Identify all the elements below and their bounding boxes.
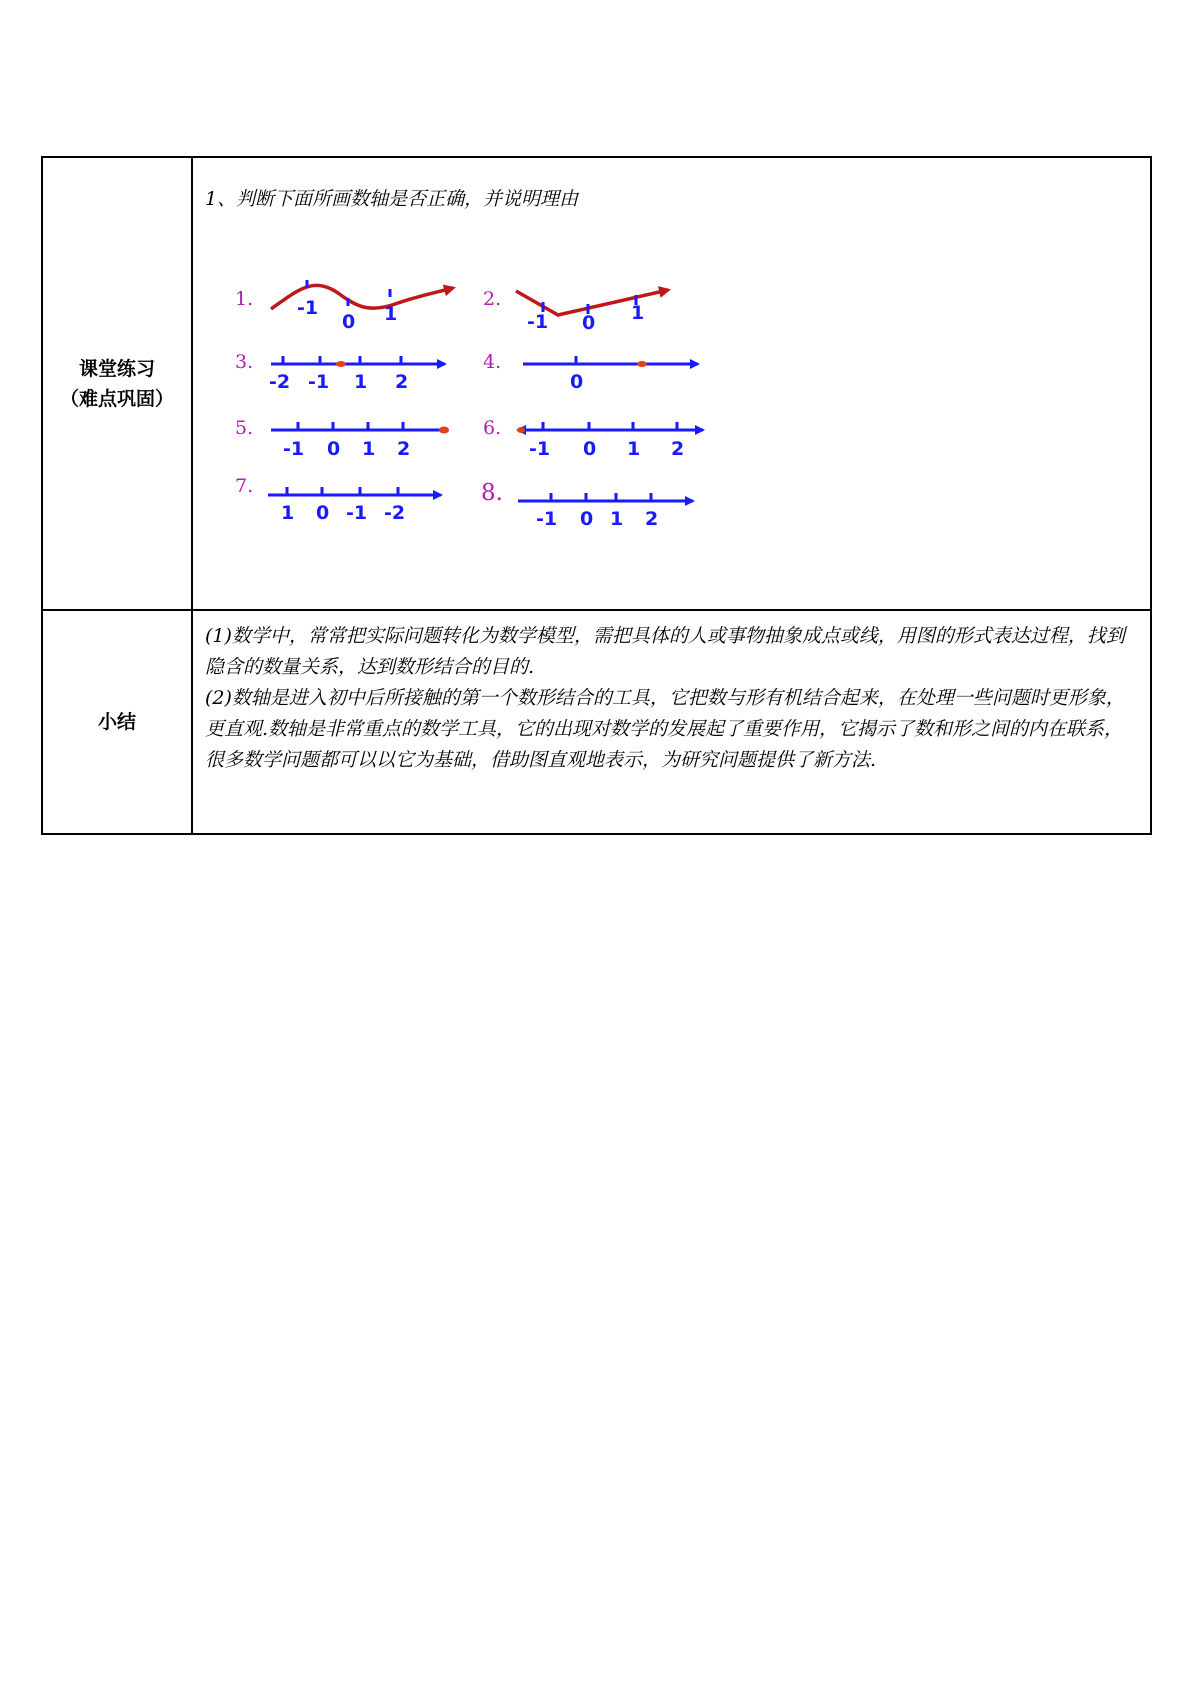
diagram-1-tick-label: 1	[384, 303, 398, 325]
diagram-2-label: 2.	[483, 288, 502, 310]
diagram-2-tick-label: 0	[582, 312, 596, 334]
diagram-7-tick-label: -2	[384, 502, 406, 524]
diagram-7-tick-label: 1	[281, 502, 295, 524]
summary-text	[193, 611, 1150, 776]
summary-paragraph-2: (2)数轴是进入初中后所接触的第一个数形结合的工具，它把数与形有机结合起来，在处理一些问题时更形象，更直观.数轴是非常重点的数学工具，它的出现对数学的发展起了重要作用，它揭示了数和形之间的内在联系，很多数学问题都可以以它为基础，借助图直观地表示，为研究问题提供了新方法.	[205, 687, 1125, 771]
summary-content-cell	[192, 610, 1151, 834]
axis-diagram-4	[483, 351, 698, 393]
practice-content-cell	[192, 157, 1151, 610]
question-title: 1、判断下面所画数轴是否正确，并说明理由	[205, 188, 579, 210]
diagram-8-tick-label: 0	[580, 508, 594, 530]
diagram-5-end-dot	[439, 427, 449, 434]
practice-label: 课堂练习	[78, 357, 155, 380]
diagram-6-tick-label: -1	[529, 438, 551, 460]
diagram-5-tick-label: 1	[362, 438, 376, 460]
axis-diagram-8	[481, 480, 693, 530]
practice-sublabel: （难点巩固）	[59, 387, 174, 410]
axis-diagram-5	[235, 417, 449, 460]
diagram-6-tick-label: 2	[671, 438, 685, 460]
summary-row	[42, 610, 1151, 834]
diagram-8-label: 8.	[481, 480, 503, 506]
diagram-5-tick-label: 2	[397, 438, 411, 460]
axis-diagram-3	[235, 351, 445, 393]
diagram-3-origin-dot	[336, 361, 346, 367]
axis-diagram-1	[235, 280, 453, 333]
diagram-6-label: 6.	[483, 417, 502, 439]
practice-label-cell	[42, 157, 192, 610]
diagram-1-tick-label: -1	[297, 297, 319, 319]
axis-diagram-6	[483, 417, 703, 460]
diagram-7-tick-label: -1	[346, 502, 368, 524]
summary-label-cell	[42, 610, 192, 834]
diagram-6-end-dot	[517, 427, 525, 433]
diagram-7-tick-label: 0	[316, 502, 330, 524]
diagram-3-tick-label: 1	[354, 371, 368, 393]
diagram-6-tick-label: 0	[583, 438, 597, 460]
lesson-table	[41, 156, 1152, 835]
summary-paragraph-1: (1)数学中，常常把实际问题转化为数学模型，需把具体的人或事物抽象成点或线，用图的形式表达过程，找到隐含的数量关系，达到数形结合的目的.	[205, 625, 1125, 678]
diagram-4-label: 4.	[483, 351, 502, 373]
diagram-1-tick-label: 0	[342, 311, 356, 333]
diagram-1-label: 1.	[235, 288, 254, 310]
diagram-2-tick-label: 1	[631, 302, 645, 324]
axis-diagram-7	[235, 475, 441, 524]
diagram-7-label: 7.	[235, 475, 254, 497]
practice-row	[42, 157, 1151, 610]
summary-label: 小结	[97, 711, 136, 733]
diagram-4-tick-label: 0	[570, 371, 584, 393]
diagram-8-tick-label: 1	[610, 508, 624, 530]
diagram-3-tick-label: -1	[308, 371, 330, 393]
diagram-3-tick-label: -2	[269, 371, 291, 393]
diagram-8-tick-label: -1	[536, 508, 558, 530]
diagram-3-label: 3.	[235, 351, 254, 373]
axis-diagram-2	[483, 288, 668, 334]
diagram-5-tick-label: 0	[327, 438, 341, 460]
diagram-3-tick-label: 2	[395, 371, 409, 393]
diagram-4-dot	[637, 361, 647, 367]
number-axes-figure	[193, 158, 1153, 609]
diagram-5-tick-label: -1	[283, 438, 305, 460]
diagram-2-tick-label: -1	[527, 311, 549, 333]
diagram-6-tick-label: 1	[627, 438, 641, 460]
diagram-8-tick-label: 2	[645, 508, 659, 530]
diagram-5-label: 5.	[235, 417, 254, 439]
